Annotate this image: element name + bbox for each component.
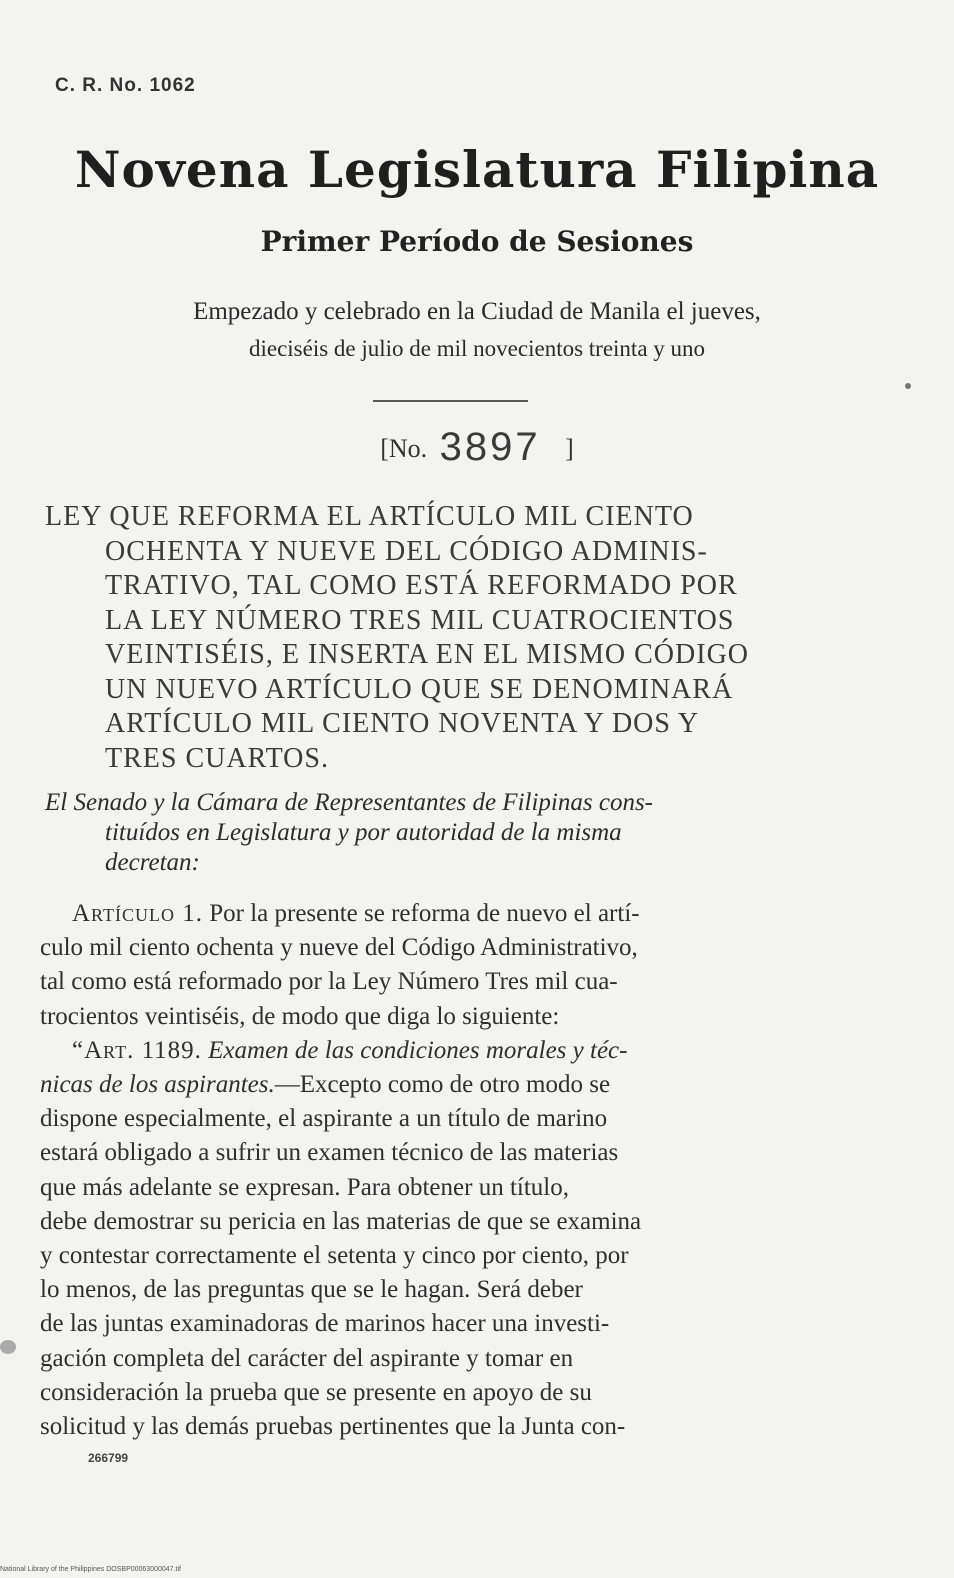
enacting-clause	[45, 788, 855, 878]
art-1189-line: de las juntas examinadoras de marinos hacer una investi-	[40, 1310, 610, 1338]
law-title	[45, 500, 855, 776]
art-1189-line: lo menos, de las preguntas que se le hagan. Será deber	[40, 1276, 583, 1304]
bill-number-value: 3897	[439, 425, 541, 469]
bill-number-suffix: ]	[565, 434, 574, 463]
article-1-text: Por la presente se reforma de nuevo el artí-	[202, 900, 640, 927]
divider-rule	[373, 400, 528, 402]
bill-number-prefix: [No.	[380, 434, 428, 463]
art-1189-line: dispone especialmente, el aspirante a un título de marino	[40, 1105, 608, 1133]
article-1-line: culo mil ciento ochenta y nueve del Código Administrativo,	[40, 934, 638, 962]
art-1189-line: que más adelante se expresan. Para obtener un título,	[40, 1173, 569, 1201]
law-title-line: OCHENTA Y NUEVE DEL CÓDIGO ADMINIS-	[105, 535, 708, 567]
scan-credit: National Library of the Philippines DOSBP00063000047.tif	[0, 1566, 181, 1573]
art-1189-heading: Examen de las condiciones morales y téc-	[201, 1036, 628, 1064]
law-title-line: LA LEY NÚMERO TRES MIL CUATROCIENTOS	[105, 604, 735, 636]
art-1189-line: y contestar correctamente el setenta y cinco por ciento, por	[40, 1242, 629, 1270]
art-1189-heading-cont: nicas de los aspirantes.	[40, 1071, 275, 1099]
art-1189-line: gación completa del carácter del aspirante y tomar en	[40, 1344, 574, 1372]
place-line-2: dieciséis de julio de mil novecientos treinta y uno	[248, 336, 706, 361]
article-1-label: Artículo 1.	[72, 900, 203, 927]
law-title-line: LEY QUE REFORMA EL ARTÍCULO MIL CIENTO	[45, 501, 694, 532]
law-title-line: ARTÍCULO MIL CIENTO NOVENTA Y DOS Y	[105, 708, 700, 739]
law-title-line: VEINTISÉIS, E INSERTA EN EL MISMO CÓDIGO	[105, 639, 750, 670]
enacting-line: tituídos en Legislatura y por autoridad de la misma	[105, 819, 622, 846]
article-1-line: trocientos veintiséis, de modo que diga lo siguiente:	[40, 1002, 560, 1030]
place-line-1: Empezado y celebrado en la Ciudad de Manila el jueves,	[193, 298, 761, 325]
enacting-line: decretan:	[105, 849, 200, 876]
article-1-first-line	[40, 897, 860, 931]
scan-speck	[905, 383, 911, 389]
article-1-line: tal como está reformado por la Ley Número Tres mil cua-	[40, 968, 618, 996]
art-1189-line: consideración la prueba que se presente en apoyo de su	[40, 1378, 592, 1406]
print-number: 266799	[88, 1451, 129, 1465]
legislature-title: Novena Legislatura Filipina	[74, 140, 880, 199]
art-1189-text: —Excepto como de otro modo se	[274, 1071, 611, 1099]
enacting-line: El Senado y la Cámara de Representantes de Filipinas cons-	[45, 789, 653, 816]
art-1189-first-line	[40, 1034, 860, 1068]
cr-number: C. R. No. 1062	[55, 75, 196, 96]
body-text	[40, 897, 860, 1444]
law-title-line: UN NUEVO ARTÍCULO QUE SE DENOMINARÁ	[105, 673, 734, 705]
session-subtitle: Primer Período de Sesiones	[260, 225, 694, 258]
art-1189-second-line	[40, 1068, 860, 1102]
law-title-line: TRES CUARTOS.	[105, 742, 329, 774]
law-title-line: TRATIVO, TAL COMO ESTÁ REFORMADO POR	[105, 570, 738, 601]
scan-speck	[0, 1340, 16, 1354]
art-1189-label: “Art. 1189.	[72, 1036, 202, 1064]
art-1189-line: debe demostrar su pericia en las materias de que se examina	[40, 1207, 642, 1235]
art-1189-line: estará obligado a sufrir un examen técnico de las materias	[40, 1139, 619, 1167]
bill-number	[0, 425, 954, 470]
art-1189-line: solicitud y las demás pruebas pertinentes que la Junta con-	[40, 1413, 626, 1441]
